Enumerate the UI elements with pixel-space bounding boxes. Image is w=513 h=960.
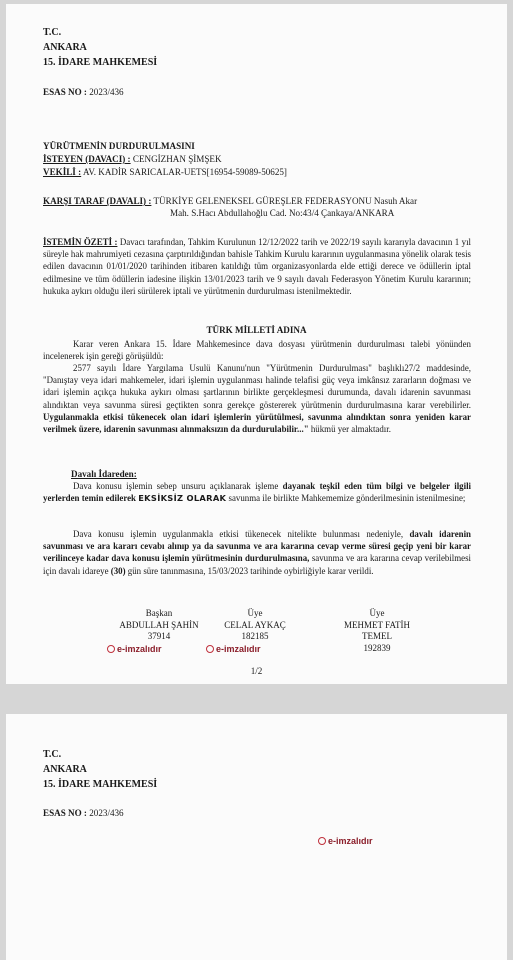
esign-page-2 — [318, 836, 373, 846]
final-bold-1: davalı idarenin savunması ve ara kararı cevabı alınıp ya da savunma ve ara kararına cevap verme süresi geçip yeni bir karar verilinceye kadar dava konusu işlemin yürütmesinin durdurulmasına, — [43, 529, 471, 564]
final-text-2: savunma ve ara kararına cevap verilebilmesi için davalı idareye — [43, 553, 472, 576]
requester-label: İSTEYEN (DAVACI) : — [43, 154, 131, 164]
header-tc: T.C. — [43, 27, 62, 38]
law-text: 2577 sayılı İdare Yargılama Usulü Kanunu'nun "Yürütmenin Durdurulması" başlıklı27/2 maddesinde, "Danıştay veya idari mahkemeler, idari işlemin uygulanması halinde telafisi güç veya imkânsız zararların doğması ve idari işlemin açıkça hukuka aykırı olması şartlarının birlikte gerçekleşmesi durumunda, davalı idarenin savunması alındıktan veya savunma süresi geçtikten sonra gerekçe göstererek yürütmenin durdurulmasına karar verebilirler. — [43, 363, 471, 410]
esas-no — [43, 86, 124, 98]
def-bold-2: EKSİKSİZ OLARAK — [138, 493, 227, 504]
sig-name: MEHMET FATİH — [344, 619, 410, 630]
esas-label: ESAS NO : — [43, 87, 87, 97]
header-city: ANKARA — [43, 42, 87, 53]
esign-chairman — [107, 644, 162, 654]
sig-id: 182185 — [241, 631, 269, 641]
def-text-1: Dava konusu işlemin sebep unsuru açıklanarak işleme — [73, 481, 279, 491]
sig-id: 37914 — [147, 631, 171, 641]
sig-name: CELAL AYKAÇ — [224, 619, 286, 630]
def-bold-1: dayanak teşkil eden tüm bilgi ve belgeler ilgili yerlerden temin edilerek — [43, 481, 471, 504]
esas-value: 2023/436 — [89, 87, 124, 97]
esign-text: e-imzalıdır — [328, 836, 373, 846]
nation-title: TÜRK MİLLETİ ADINA — [206, 325, 307, 335]
subject: YÜRÜTMENİN DURDURULMASINI — [43, 141, 195, 151]
sig-role: Başkan — [145, 608, 173, 618]
esas-value: 2023/436 — [89, 808, 124, 818]
final-decision-paragraph — [43, 528, 471, 577]
attorney — [43, 166, 287, 178]
sig-id: 192839 — [363, 642, 391, 653]
header-city: ANKARA — [43, 764, 87, 775]
esign-member-1 — [206, 644, 261, 654]
seal-icon — [107, 645, 115, 653]
defendant-section-text — [43, 480, 471, 504]
page-number: 1/2 — [250, 666, 263, 676]
decision-intro: Karar veren Ankara 15. İdare Mahkemesince dava dosyası yürütmenin durdurulması talebi yönünden incelenerek işin gereği görüşüldü: — [43, 339, 471, 362]
esign-text: e-imzalıdır — [117, 644, 162, 654]
defendant-section-title: Davalı İdareden: — [71, 469, 137, 479]
signature-member-1 — [200, 608, 310, 643]
sig-name: ABDULLAH ŞAHİN — [119, 619, 199, 630]
final-text-3: gün süre tanınmasına, 15/03/2023 tarihinde oybirliğiyle karar verildi. — [127, 565, 374, 576]
summary-paragraph — [43, 236, 471, 297]
signature-chairman — [104, 608, 214, 643]
esas-label: ESAS NO : — [43, 808, 87, 818]
defendant-address: Mah. S.Hacı Abdullahoğlu Cad. No:43/4 Çankaya/ANKARA — [170, 208, 395, 218]
esas-no — [43, 807, 124, 819]
final-bold-2: (30) — [110, 565, 126, 576]
final-text-1: Dava konusu işlemin uygulanmakla etkisi tükenecek nitelikte bulunması nedeniyle, — [73, 529, 404, 539]
sig-role: Üye — [369, 608, 385, 618]
defendant-value: TÜRKİYE GELENEKSEL GÜREŞLER FEDERASYONU Nasuh Akar — [153, 196, 418, 206]
document-page-2 — [6, 714, 507, 960]
sig-role: Üye — [247, 608, 263, 618]
law-bold: Uygulanmakla etkisi tükenecek olan idari işlemlerin yürütülmesi, savunma alındıktan sonra yeniden karar verilmek üzere, idarenin savunması alınmaksızın da durdurulabilir..." — [43, 411, 471, 435]
header-court: 15. İDARE MAHKEMESİ — [43, 779, 158, 790]
seal-icon — [206, 645, 214, 653]
decision-law-paragraph — [43, 362, 471, 435]
def-text-2: savunma ile birlikte Mahkememize gönderilmesinin istenilmesine; — [228, 493, 466, 504]
requester-value: CENGİZHAN ŞİMŞEK — [132, 154, 222, 164]
attorney-label: VEKİLİ : — [43, 167, 82, 177]
defendant — [43, 195, 417, 207]
esign-text: e-imzalıdır — [216, 644, 261, 654]
header-court: 15. İDARE MAHKEMESİ — [43, 57, 158, 68]
signature-member-2 — [322, 608, 432, 654]
sig-name-2: TEMEL — [362, 631, 392, 641]
document-page-1 — [6, 4, 507, 684]
seal-icon — [318, 837, 326, 845]
requester — [43, 153, 222, 165]
attorney-value: AV. KADİR SARICALAR-UETS[16954-59089-50625] — [82, 167, 287, 177]
summary-label: İSTEMİN ÖZETİ : — [43, 237, 118, 247]
law-end: hükmü yer almaktadır. — [310, 424, 391, 435]
header-tc: T.C. — [43, 749, 62, 760]
summary-line1: Davacı tarafından, Tahkim Kurulunun 12/12/2022 tarih ve 2022/19 sayılı kararıyla — [119, 237, 416, 247]
summary-rest: davacının 1 yıl süreyle hak mahrumiyeti cezasına çarptırıldığından bahisle Tahkim Kurulu kararının uygulanmasına yönelik olarak tesis edilen davacının 01/01/2020 tarihinden itibaren katıldığı tüm organizasyonlarda elde ettiği derece ve ödüllerin iptal edilmesine ve tüm ödüllerin iadesine ilişkin 13/01/2023 tarih ve 9 sayılı davalı Federasyon Yönetim Kurulu kararının; hukuka aykırı olduğu ileri sürülerek iptali ve yürütmenin durdurulması istenilmektedir. — [43, 237, 472, 296]
defendant-label: KARŞI TARAF (DAVALI) : — [43, 196, 152, 206]
